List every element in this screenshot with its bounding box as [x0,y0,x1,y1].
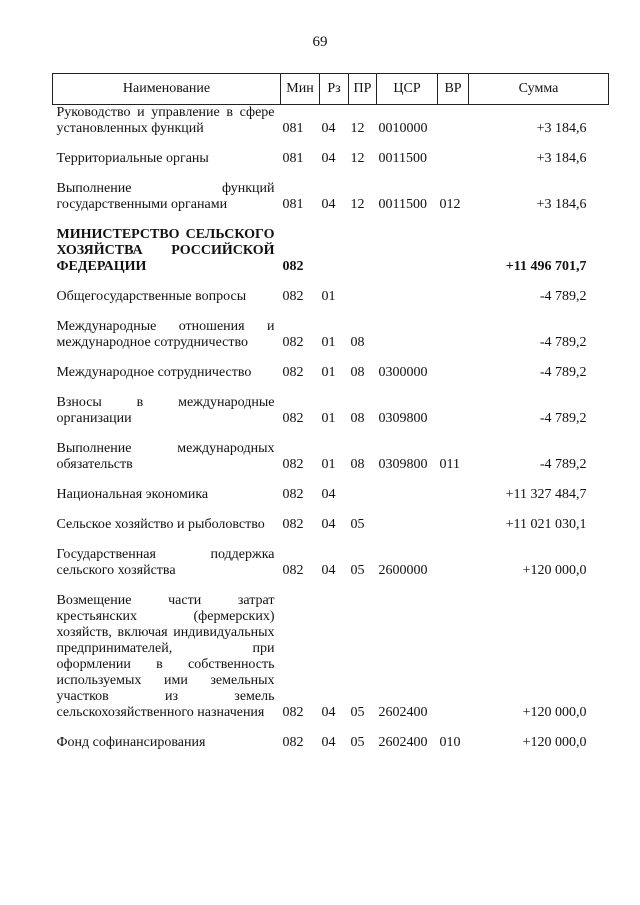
cell-csr: 2600000 [378,563,428,578]
cell-sum: +3 184,6 [536,151,587,166]
cell-csr: 0011500 [378,151,427,166]
header-vr: ВР [438,74,469,105]
cell-rz: 01 [321,457,336,472]
table-row [53,539,609,585]
cell-vr [438,143,469,173]
cell-vr [438,585,469,727]
cell-rz: 01 [321,411,336,426]
cell-pr: 08 [350,365,365,380]
cell-min: 081 [282,197,304,212]
cell-csr [377,311,438,357]
cell-sum: +11 021 030,1 [505,517,587,532]
cell-rz: 04 [321,517,336,532]
cell-pr [349,281,377,311]
cell-rz [320,219,349,281]
cell-pr: 05 [350,705,365,720]
cell-name: Руководство и управление в сфере установленных функций [56,105,275,136]
cell-name: Государственная поддержка сельского хозяйства [56,547,275,578]
header-sum: Сумма [469,74,609,105]
cell-min: 082 [282,335,304,350]
page-number: 69 [312,34,328,50]
cell-name: Выполнение международных обязательств [56,441,275,472]
cell-csr: 0300000 [378,365,428,380]
cell-min: 081 [282,121,304,136]
cell-sum: +120 000,0 [522,735,587,750]
cell-csr [377,479,438,509]
cell-min: 082 [282,735,304,750]
cell-sum: +3 184,6 [536,121,587,136]
table-row [53,357,609,387]
table-header [53,74,609,105]
table-row [53,311,609,357]
cell-rz: 04 [321,197,336,212]
cell-vr [438,311,469,357]
cell-vr: 011 [439,457,460,472]
cell-sum: +120 000,0 [522,563,587,578]
cell-name: МИНИСТЕРСТВО СЕЛЬСКОГО ХОЗЯЙСТВА РОССИЙСКОЙ ФЕДЕРАЦИИ [56,227,275,274]
table-row [53,479,609,509]
cell-rz: 04 [321,121,336,136]
cell-name: Выполнение функций государственными органами [56,181,275,212]
cell-min: 082 [282,289,304,304]
cell-pr: 08 [350,457,365,472]
cell-csr [377,219,438,281]
cell-csr: 0309800 [378,411,428,426]
cell-name: Территориальные органы [56,151,209,166]
table-row [53,143,609,173]
cell-sum: -4 789,2 [539,457,587,472]
cell-vr [438,479,469,509]
cell-vr [438,357,469,387]
cell-min: 082 [282,457,304,472]
budget-table [52,73,609,757]
cell-pr: 12 [350,121,365,136]
cell-sum: -4 789,2 [539,365,587,380]
cell-min: 082 [282,259,304,274]
cell-name: Общегосударственные вопросы [56,289,247,304]
cell-vr [438,539,469,585]
cell-sum: -4 789,2 [539,335,587,350]
cell-sum: -4 789,2 [539,289,587,304]
cell-name: Международные отношения и международное сотрудничество [56,319,275,350]
cell-vr [438,219,469,281]
header-min: Мин [281,74,320,105]
cell-rz: 04 [321,563,336,578]
table-row [53,509,609,539]
table-row [53,105,609,144]
cell-pr: 12 [350,151,365,166]
cell-csr: 2602400 [378,705,428,720]
cell-rz: 04 [321,151,336,166]
cell-csr: 0011500 [378,197,427,212]
cell-csr [377,281,438,311]
cell-rz: 04 [321,735,336,750]
cell-name: Фонд софинансирования [56,735,206,750]
cell-pr: 08 [350,411,365,426]
cell-vr [438,387,469,433]
cell-pr [349,479,377,509]
cell-rz: 04 [321,705,336,720]
cell-name: Национальная экономика [56,487,209,502]
cell-csr: 2602400 [378,735,428,750]
table-row [53,387,609,433]
cell-csr: 0010000 [378,121,428,136]
cell-vr [438,281,469,311]
cell-csr [377,509,438,539]
cell-min: 081 [282,151,304,166]
cell-min: 082 [282,487,304,502]
cell-pr: 05 [350,517,365,532]
cell-vr: 012 [439,197,461,212]
cell-rz: 04 [321,487,336,502]
cell-sum: +11 327 484,7 [505,487,587,502]
table-row [53,727,609,757]
cell-min: 082 [282,517,304,532]
cell-name: Взносы в международные организации [56,395,275,426]
cell-vr [438,105,469,144]
header-csr: ЦСР [377,74,438,105]
cell-name: Возмещение части затрат крестьянских (фермерских) хозяйств, включая индивидуальных предпринимателей, при оформлении в собственность используемых ими земельных участков из земель сельскохозяйственного назначения [56,593,275,720]
cell-rz: 01 [321,289,336,304]
cell-rz: 01 [321,365,336,380]
cell-min: 082 [282,411,304,426]
table-row [53,433,609,479]
table-row [53,173,609,219]
cell-csr: 0309800 [378,457,428,472]
cell-vr: 010 [439,735,461,750]
cell-min: 082 [282,705,304,720]
cell-min: 082 [282,563,304,578]
header-pr: ПР [349,74,377,105]
cell-pr: 08 [350,335,365,350]
cell-name: Международное сотрудничество [56,365,252,380]
cell-sum: +120 000,0 [522,705,587,720]
cell-rz: 01 [321,335,336,350]
cell-sum: +3 184,6 [536,197,587,212]
table-row [53,585,609,727]
header-name: Наименование [53,74,281,105]
cell-name: Сельское хозяйство и рыболовство [56,517,265,532]
cell-sum: -4 789,2 [539,411,587,426]
cell-sum: +11 496 701,7 [505,259,587,274]
table-body [53,105,609,758]
cell-pr: 05 [350,563,365,578]
cell-pr: 12 [350,197,365,212]
header-rz: Рз [320,74,349,105]
table-row [53,281,609,311]
cell-vr [438,509,469,539]
table-row [53,219,609,281]
cell-pr: 05 [350,735,365,750]
cell-pr [349,219,377,281]
cell-min: 082 [282,365,304,380]
